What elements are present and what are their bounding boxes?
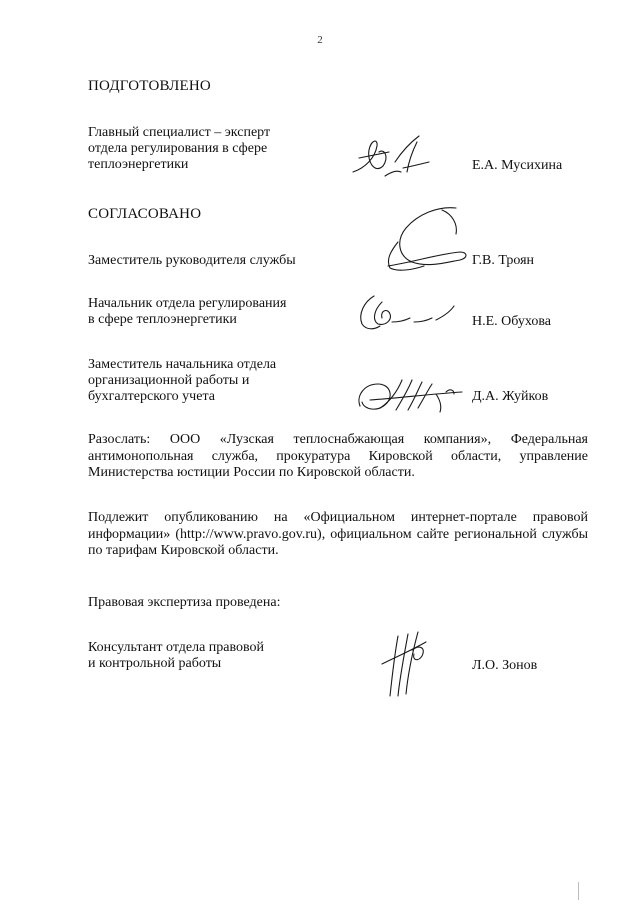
agreed-heading: СОГЛАСОВАНО bbox=[88, 206, 202, 222]
position-line: и контрольной работы bbox=[88, 656, 222, 671]
signer-name-zonov: Л.О. Зонов bbox=[472, 658, 538, 673]
signature-zhuykov bbox=[350, 372, 468, 418]
agreed-position-2 bbox=[88, 296, 286, 328]
agreed-position-1 bbox=[88, 253, 296, 269]
position-line: в сфере теплоэнергетики bbox=[88, 312, 237, 327]
position-line: Главный специалист – эксперт bbox=[88, 125, 271, 140]
legal-review-position bbox=[88, 640, 264, 672]
signature-zonov bbox=[376, 628, 436, 700]
signer-name-musikhina: Е.А. Мусихина bbox=[472, 158, 563, 173]
position-line: организационной работы и bbox=[88, 373, 250, 388]
publication-note: Подлежит опубликованию на «Официальном интернет-портале правовой информации» (http://www.pravo.gov.ru), официальном сайте региональной службы по тарифам Кировской области. bbox=[88, 510, 588, 558]
prepared-position bbox=[88, 125, 270, 173]
position-line: Начальник отдела регулирования bbox=[88, 296, 287, 311]
signature-obukhova bbox=[352, 288, 462, 338]
position-line: отдела регулирования в сфере bbox=[88, 141, 268, 156]
signer-name-zhuykov: Д.А. Жуйков bbox=[472, 389, 549, 404]
signer-name-troyan: Г.В. Троян bbox=[472, 253, 535, 268]
signature-musikhina bbox=[345, 128, 435, 184]
agreed-position-3 bbox=[88, 357, 276, 405]
position-line: Заместитель руководителя службы bbox=[88, 253, 296, 268]
position-line: теплоэнергетики bbox=[88, 157, 189, 172]
position-line: бухгалтерского учета bbox=[88, 389, 215, 404]
position-line: Консультант отдела правовой bbox=[88, 640, 265, 655]
distribution-list: Разослать: ООО «Лузская теплоснабжающая компания», Федеральная антимонопольная служба, прокуратура Кировской области, управление Министерства юстиции России по Кировской области. bbox=[88, 432, 588, 480]
scan-mark bbox=[578, 882, 579, 900]
signature-troyan bbox=[368, 200, 478, 280]
signer-name-obukhova: Н.Е. Обухова bbox=[472, 314, 551, 329]
legal-review-heading: Правовая экспертиза проведена: bbox=[88, 595, 281, 610]
position-line: Заместитель начальника отдела bbox=[88, 357, 277, 372]
page-number: 2 bbox=[317, 34, 323, 46]
prepared-heading: ПОДГОТОВЛЕНО bbox=[88, 78, 211, 94]
